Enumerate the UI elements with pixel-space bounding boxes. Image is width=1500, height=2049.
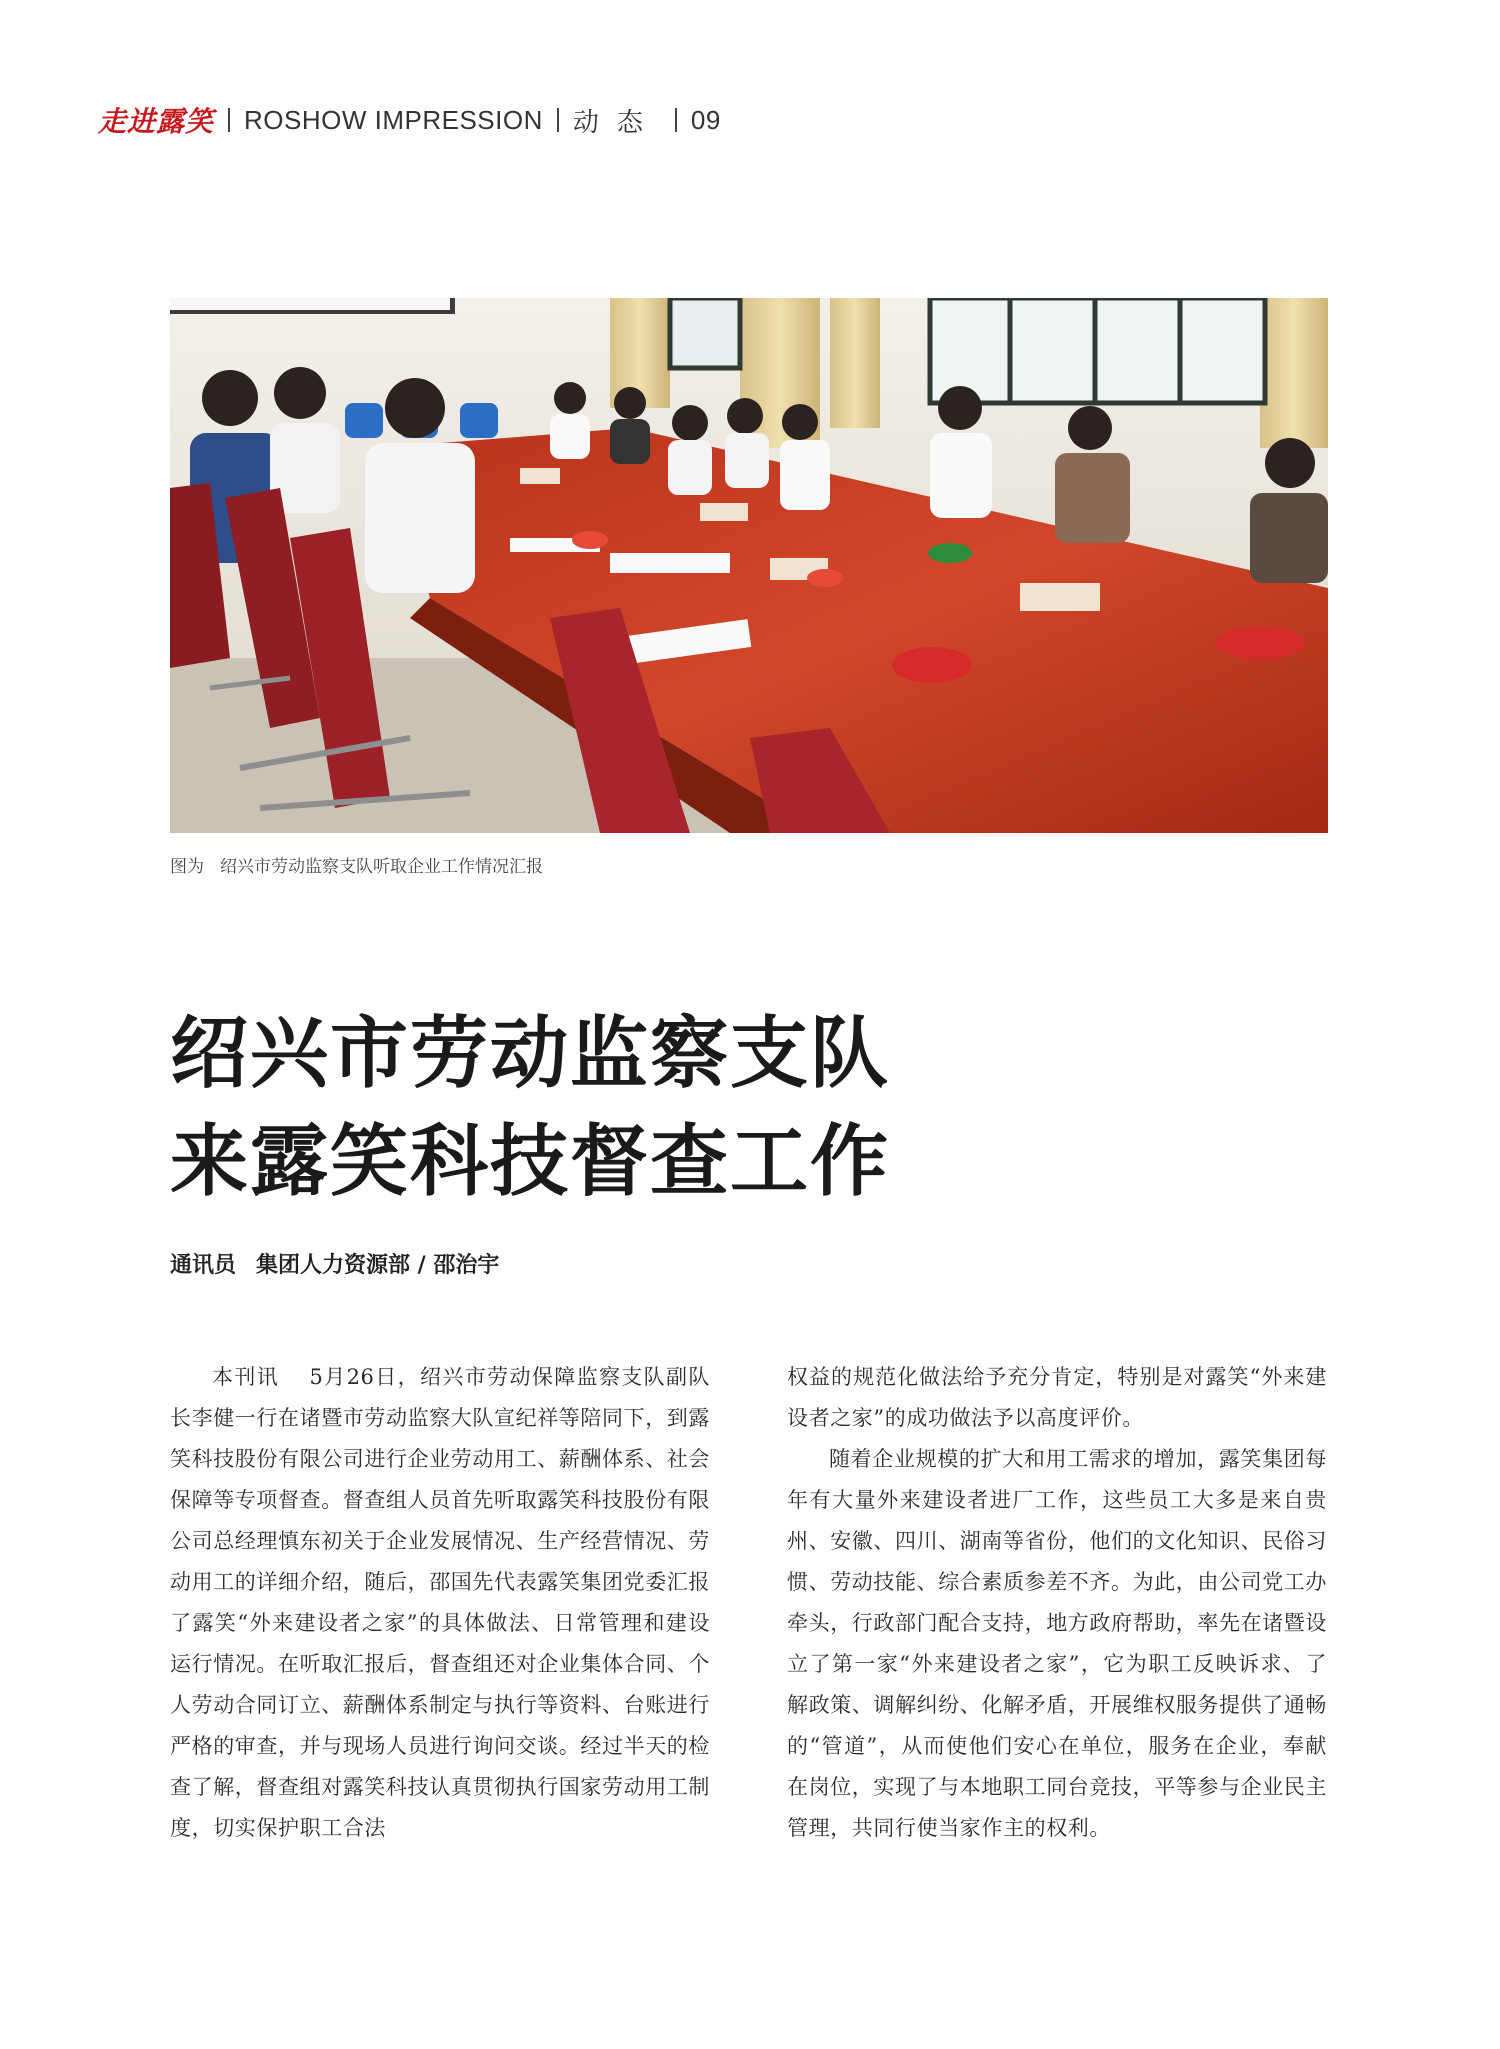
paragraph: 随着企业规模的扩大和用工需求的增加，露笑集团每年有大量外来建设者进厂工作，这些员工大多是来自贵州、安徽、四川、湖南等省份，他们的文化知识、民俗习惯、劳动技能、综合素质参差不齐。为此，由公司党工办牵头，行政部门配合支持，地方政府帮助，率先在诸暨设立了第一家“外来建设者之家”，它为职工反映诉求、了解政策、调解纠纷、化解矛盾，开展维权服务提供了通畅的“管道”，从而使他们安心在单位，服务在企业，奉献在岗位，实现了与本地职工同台竞技，平等参与企业民主管理，共同行使当家作主的权利。 [787,1447,1327,1840]
paragraph: 权益的规范化做法给予充分肯定，特别是对露笑“外来建设者之家”的成功做法予以高度评价。 [787,1365,1327,1430]
section-title-cn: 动态 [572,107,661,138]
caption-text: 绍兴市劳动监察支队听取企业工作情况汇报 [220,857,543,877]
byline-author: 集团人力资源部 / 邵治宇 [256,1253,500,1278]
header-divider [675,108,677,132]
section-title-en: ROSHOW IMPRESSION [244,104,543,135]
article-title-line1: 绍兴市劳动监察支队 [170,1009,891,1099]
article-body-right [787,1357,1327,1849]
meeting-photo-illustration [170,298,1328,833]
photo-caption [170,852,543,877]
byline [170,1248,499,1279]
caption-label: 图为 [170,857,204,877]
page-header [98,98,721,142]
byline-role: 通讯员 [170,1253,237,1278]
article-title-line2: 来露笑科技督查工作 [170,1117,891,1207]
paragraph: 本刊讯 5月26日，绍兴市劳动保障监察支队副队长李健一行在诸暨市劳动监察大队宣纪祥等陪同下，到露笑科技股份有限公司进行企业劳动用工、薪酬体系、社会保障等专项督查。督查组人员首先听取露笑科技股份有限公司总经理慎东初关于企业发展情况、生产经营情况、劳动用工的详细介绍，随后，邵国先代表露笑集团党委汇报了露笑“外来建设者之家”的具体做法、日常管理和建设运行情况。在听取汇报后，督查组还对企业集体合同、个人劳动合同订立、薪酬体系制定与执行等资料、台账进行严格的审查，并与现场人员进行询问交谈。经过半天的检查了解，督查组对露笑科技认真贯彻执行国家劳动用工制度，切实保护职工合法 [170,1365,710,1840]
meeting-photo [170,298,1328,833]
magazine-logo: 走进露笑 [98,105,215,138]
header-divider [228,108,230,132]
page-number: 09 [690,104,721,135]
article-title [170,1000,890,1216]
header-divider [557,108,559,132]
article-body-left [170,1357,710,1849]
